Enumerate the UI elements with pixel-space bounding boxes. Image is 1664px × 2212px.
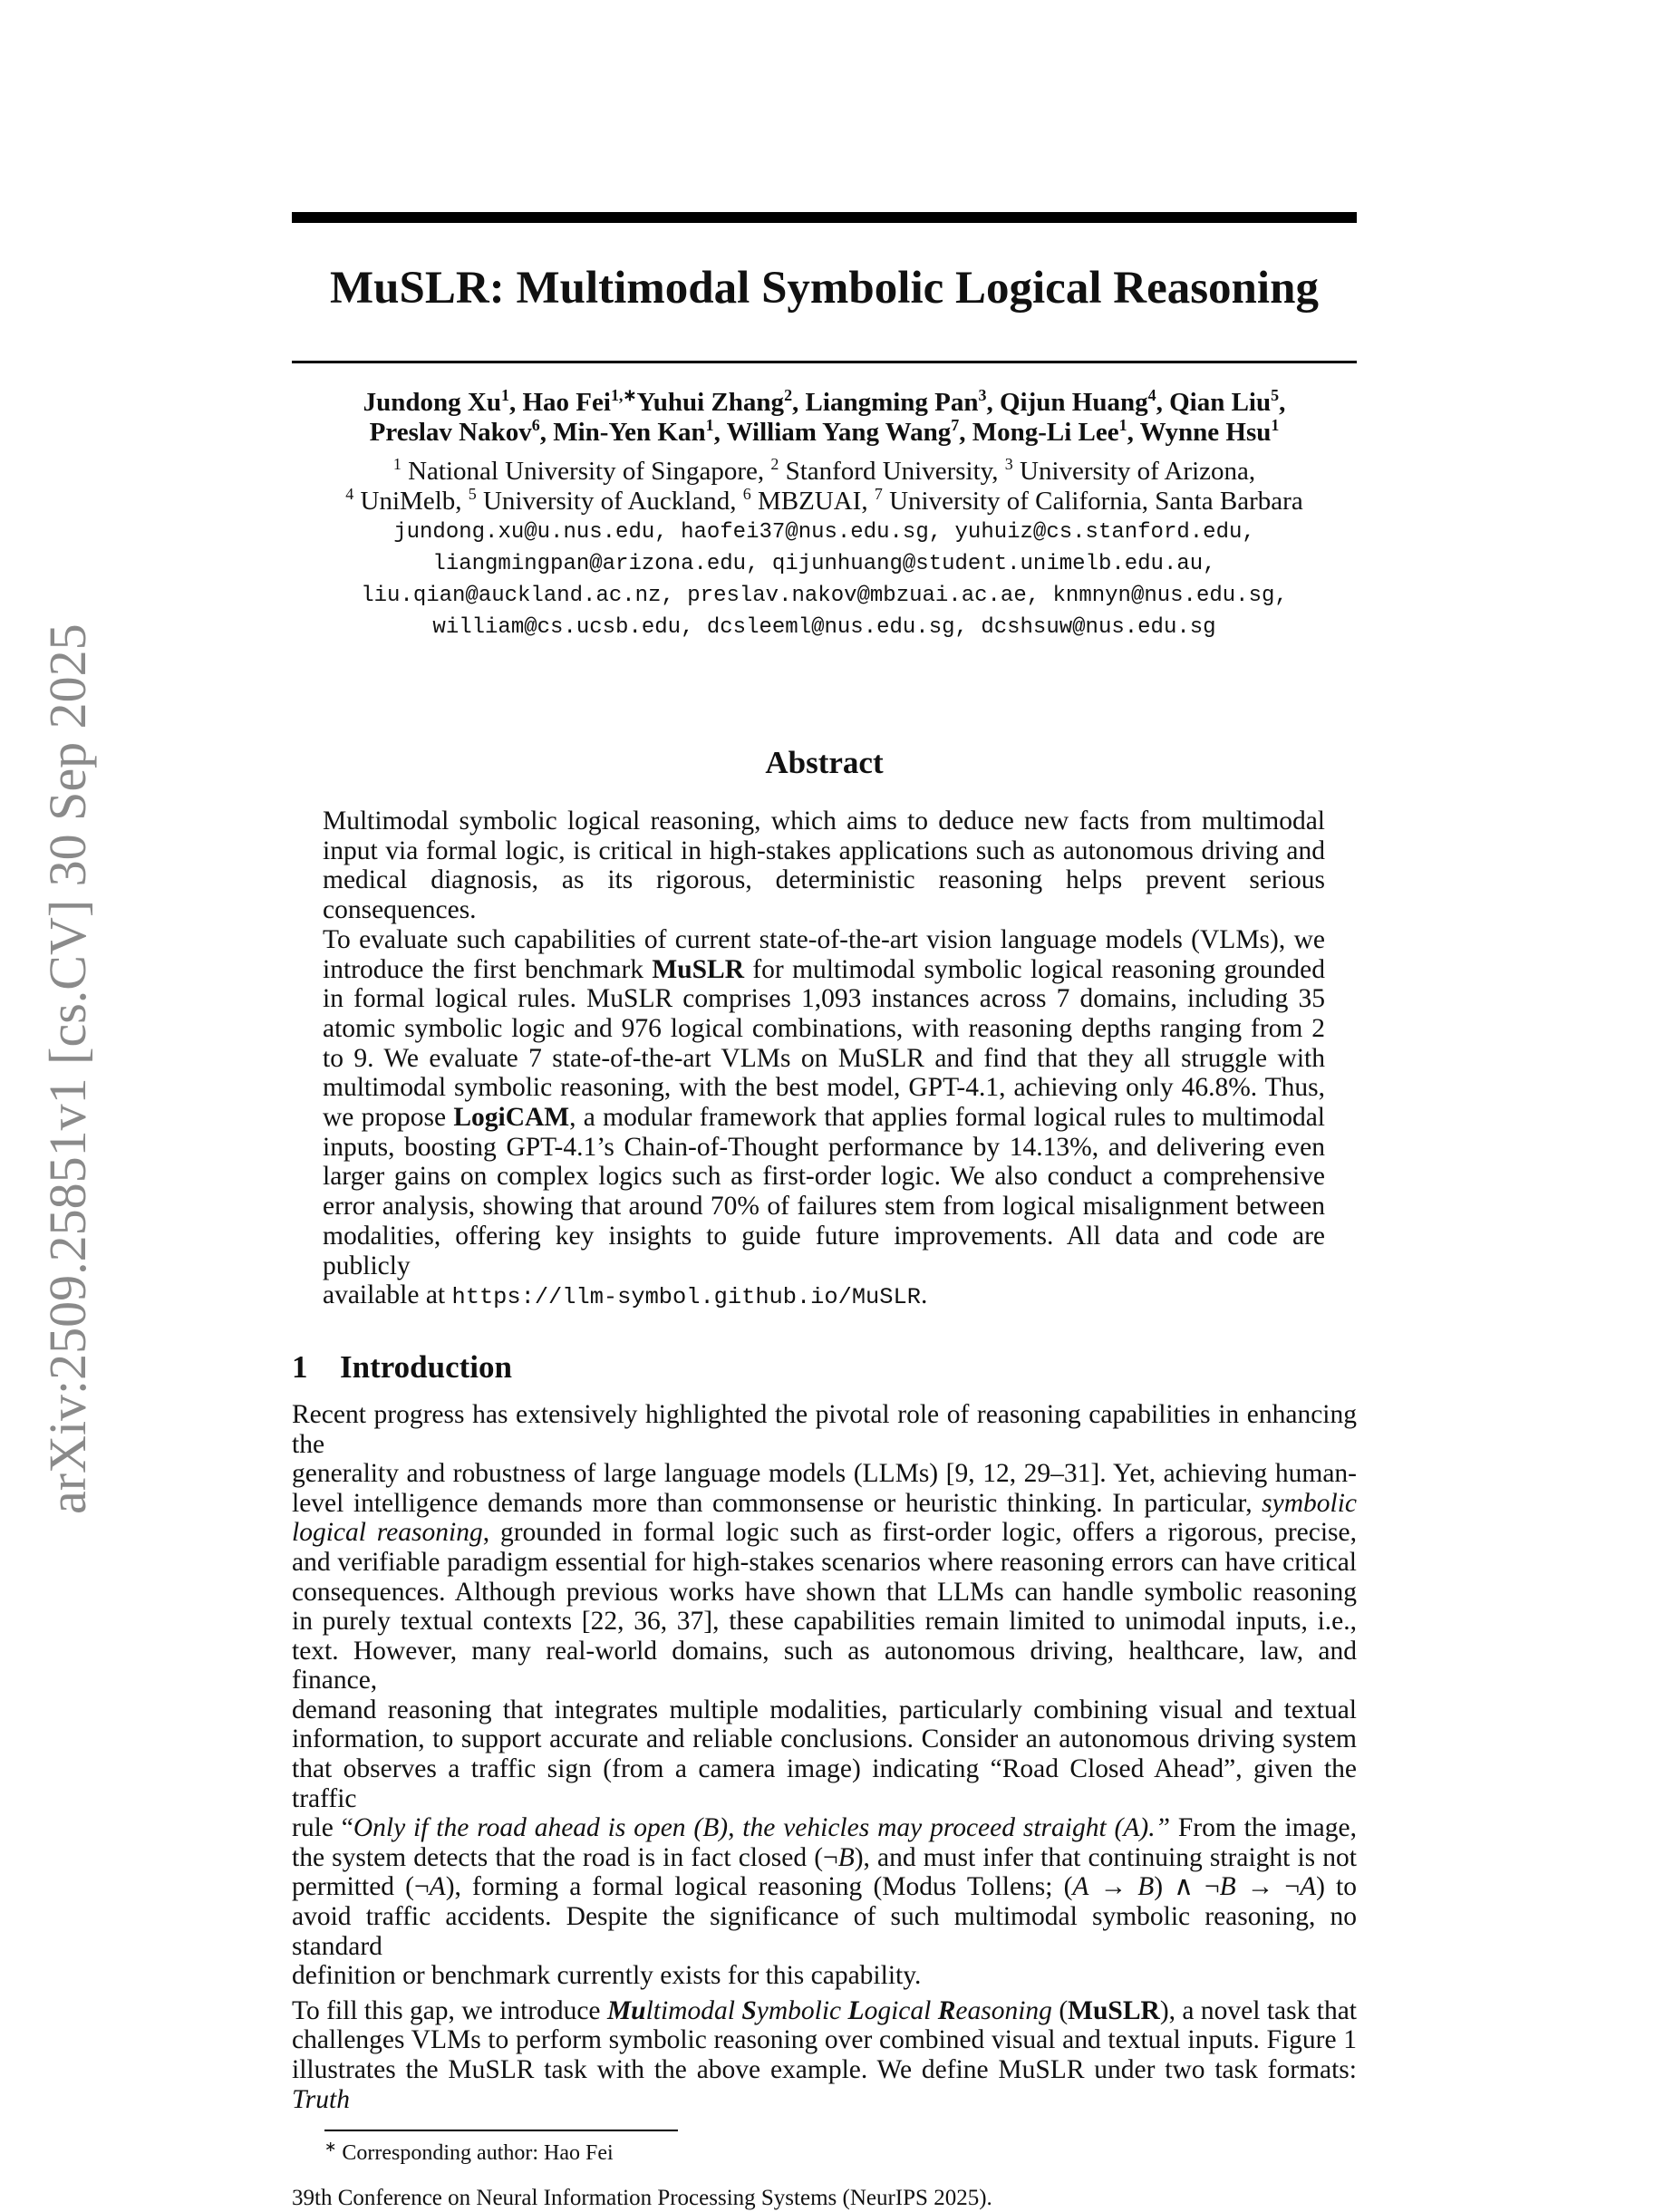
email-list (292, 517, 1357, 643)
text-line (323, 807, 1325, 836)
footnote (324, 2134, 1357, 2167)
superscript: 4 (345, 485, 354, 504)
text-segment: definition or benchmark currently exists for this capability. (292, 1961, 922, 1991)
text-segment: liu.qian@auckland.ac.nz, preslav.nakov@mbzuai.ac.ae, knmnyn@nus.edu.sg, (361, 584, 1288, 608)
text-line (292, 1548, 1357, 1578)
author-list (292, 388, 1357, 448)
text-line (323, 1073, 1325, 1103)
superscript: 4 (1147, 386, 1156, 405)
text-segment: To fill this gap, we introduce (292, 1995, 607, 2025)
text-line (323, 1133, 1325, 1163)
page-column (292, 212, 1357, 2212)
text-segment: introduce the first benchmark (323, 954, 653, 984)
footnote-text: Corresponding author: Hao Fei (336, 2140, 614, 2165)
text-segment: consequences. Although previous works have shown that LLMs can handle symbolic reasoning (292, 1577, 1357, 1607)
section-title: Introduction (340, 1348, 512, 1385)
text-segment: in formal logical rules. MuSLR comprises 1,093 instances across 7 domains, including 35 (323, 984, 1325, 1014)
text-segment: B (1137, 1872, 1155, 1902)
text-segment: atomic symbolic logic and 976 logical combinations, with reasoning depths ranging from 2 (323, 1013, 1325, 1043)
superscript: 1 (392, 455, 401, 474)
text-segment: University of Arizona, (1012, 457, 1256, 486)
text-segment: S (741, 1995, 757, 2025)
text-segment: inputs, boosting GPT-4.1’s Chain-of-Thought performance by 14.13%, and delivering even (323, 1132, 1325, 1162)
text-segment: modalities, offering key insights to guide future improvements. All data and code are publicly (323, 1221, 1325, 1280)
text-line (292, 1400, 1357, 1459)
superscript: 1 (1271, 416, 1280, 435)
text-line (292, 418, 1357, 448)
text-segment: text. However, many real-world domains, such as autonomous driving, healthcare, law, and finance, (292, 1636, 1357, 1695)
text-segment: ), and must infer that continuing straight is not (854, 1842, 1357, 1872)
text-segment: From the image, (1169, 1813, 1357, 1843)
text-segment: , William Yang Wang (713, 418, 952, 447)
superscript: 5 (1271, 386, 1280, 405)
text-segment: L (847, 1995, 865, 2025)
text-line (292, 1961, 1357, 1991)
text-segment: rule “ (292, 1813, 353, 1843)
superscript: 1,∗ (610, 386, 637, 405)
text-segment: Preslav Nakov (369, 418, 532, 447)
text-segment: Mu (606, 1995, 646, 2025)
text-line (323, 925, 1325, 955)
text-segment: ) to (1316, 1872, 1358, 1902)
title-top-rule (292, 212, 1357, 223)
text-segment: MuSLR (1068, 1995, 1160, 2025)
text-line (292, 1813, 1357, 1843)
text-segment: University of California, Santa Barbara (882, 487, 1303, 516)
text-segment: , Qijun Huang (986, 388, 1148, 417)
text-line (292, 612, 1357, 643)
text-segment: symbolic (1262, 1488, 1357, 1518)
text-segment: ogical (864, 1995, 938, 2025)
text-segment: in purely textual contexts [22, 36, 37], these capabilities remain limited to unimodal inputs, i.e., (292, 1607, 1357, 1637)
text-segment: ymbolic (756, 1995, 848, 2025)
text-segment: B (837, 1842, 855, 1872)
text-segment: Multimodal symbolic logical reasoning, which aims to deduce new facts from multimodal (323, 807, 1325, 836)
text-segment: medical diagnosis, as its rigorous, deterministic reasoning helps prevent serious consequences. (323, 865, 1325, 925)
text-segment: jundong.xu@u.nus.edu, haofei37@nus.edu.sg, yuhuiz@cs.stanford.edu, (393, 520, 1255, 545)
text-segment: william@cs.ucsb.edu, dcsleeml@nus.edu.sg, dcshsuw@nus.edu.sg (432, 615, 1216, 640)
superscript: 3 (978, 386, 987, 405)
footnote-mark: ∗ (324, 2139, 337, 2155)
text-line (323, 1103, 1325, 1133)
text-segment: multimodal symbolic reasoning, with the best model, GPT-4.1, achieving only 46.8%. Thus, (323, 1073, 1325, 1103)
text-segment: easoning (955, 1995, 1052, 2025)
text-line (323, 1192, 1325, 1222)
text-line (323, 836, 1325, 866)
text-line (292, 517, 1357, 548)
text-segment: generality and robustness of large language models (LLMs) [9, 12, 29–31]. Yet, achieving human- (292, 1459, 1357, 1489)
superscript: 2 (770, 455, 779, 474)
superscript: 6 (531, 416, 540, 435)
text-line (292, 1518, 1357, 1548)
text-segment: ltimodal (645, 1995, 742, 2025)
text-line (292, 457, 1357, 487)
text-line (292, 2055, 1357, 2114)
superscript: 7 (874, 485, 883, 504)
text-line (292, 1724, 1357, 1754)
text-segment: A (1072, 1872, 1089, 1902)
text-segment: MuSLR (652, 954, 745, 984)
text-line (323, 1280, 1325, 1313)
text-segment: available at (323, 1280, 452, 1310)
arxiv-identifier: arXiv:2509.25851v1 [cs.CV] 30 Sep 2025 (38, 623, 97, 1515)
text-segment: Jundong Xu (363, 388, 501, 417)
text-line (323, 1044, 1325, 1074)
intro-paragraph-2 (292, 1996, 1357, 2114)
text-line (292, 1459, 1357, 1489)
text-segment: University of Auckland, (476, 487, 743, 516)
text-segment: , Qian Liu (1156, 388, 1272, 417)
text-segment: level intelligence demands more than commonsense or heuristic thinking. In particular, (292, 1488, 1263, 1518)
section-number: 1 (292, 1348, 308, 1385)
text-line (323, 1014, 1325, 1044)
text-line (292, 1843, 1357, 1873)
text-line (292, 1996, 1357, 2026)
text-line (323, 1222, 1325, 1280)
superscript: 1 (705, 416, 714, 435)
text-segment: . (920, 1280, 928, 1310)
text-segment: and verifiable paradigm essential for high-stakes scenarios where reasoning errors can have critical (292, 1547, 1357, 1577)
text-line (323, 984, 1325, 1014)
text-segment: Truth (292, 2084, 350, 2114)
text-line (292, 1489, 1357, 1519)
footnote-rule (324, 2130, 678, 2131)
text-segment: logical reasoning (292, 1518, 483, 1548)
text-line (292, 1637, 1357, 1695)
text-segment: illustrates the MuSLR task with the above example. We define MuSLR under two task formats: (292, 2055, 1357, 2085)
abstract-heading: Abstract (765, 745, 884, 780)
text-line (292, 548, 1357, 580)
text-segment: To evaluate such capabilities of current state-of-the-art vision language models (VLMs), we (323, 924, 1325, 954)
text-segment: Yuhui Zhang (636, 388, 785, 417)
text-line (292, 1872, 1357, 1902)
superscript: 1 (1118, 416, 1127, 435)
text-segment: avoid traffic accidents. Despite the significance of such multimodal symbolic reasoning, no standard (292, 1902, 1357, 1961)
text-segment: the system detects that the road is in fact closed (¬ (292, 1842, 838, 1872)
text-segment: Only if the road ahead is open (B), the vehicles may proceed straight (A).” (353, 1813, 1170, 1843)
text-segment: , Mong-Li Lee (959, 418, 1119, 447)
text-line (292, 1754, 1357, 1813)
conference-note: 39th Conference on Neural Information Processing Systems (NeurIPS 2025). (292, 2185, 992, 2210)
url-link[interactable]: https://llm-symbol.github.io/MuSLR (451, 1284, 921, 1311)
superscript: 5 (468, 485, 477, 504)
text-segment: , (1279, 388, 1286, 417)
intro-paragraph-1 (292, 1400, 1357, 1991)
text-segment: , a modular framework that applies formal logical rules to multimodal (569, 1103, 1325, 1133)
text-line (292, 1607, 1357, 1637)
text-line (323, 865, 1325, 924)
text-line (292, 2025, 1357, 2055)
text-line (292, 1578, 1357, 1608)
text-line (292, 1902, 1357, 1961)
text-line (292, 487, 1357, 517)
text-segment: input via formal logic, is critical in high-stakes applications such as autonomous driving and (323, 836, 1325, 865)
text-segment: , Wynne Hsu (1127, 418, 1272, 447)
abstract-body (323, 807, 1325, 1313)
text-segment: → (1088, 1872, 1138, 1902)
text-line (323, 1162, 1325, 1192)
text-segment: LogiCAM (453, 1103, 570, 1133)
text-segment: , Min-Yen Kan (539, 418, 706, 447)
superscript: 3 (1004, 455, 1013, 474)
text-segment: ( (1051, 1995, 1069, 2025)
text-segment: R (937, 1995, 956, 2025)
text-segment: , grounded in formal logic such as first-order logic, offers a rigorous, precise, (482, 1518, 1357, 1548)
text-segment: Recent progress has extensively highlighted the pivotal role of reasoning capabilities in enhancing the (292, 1399, 1357, 1459)
text-segment: larger gains on complex logics such as first-order logic. We also conduct a comprehensive (323, 1162, 1325, 1192)
text-segment: A (429, 1872, 446, 1902)
text-segment: ), forming a formal logical reasoning (Modus Tollens; ( (445, 1872, 1073, 1902)
affiliations (292, 457, 1357, 517)
text-segment: B (1219, 1872, 1236, 1902)
text-segment: challenges VLMs to perform symbolic reasoning over combined visual and textual inputs. Figure 1 (292, 2025, 1357, 2055)
text-segment: → ¬ (1235, 1872, 1301, 1902)
text-segment: liangmingpan@arizona.edu, qijunhuang@student.unimelb.edu.au, (432, 552, 1216, 576)
text-segment: MBZUAI, (750, 487, 875, 516)
text-segment: we propose (323, 1103, 454, 1133)
title-bottom-rule (292, 361, 1357, 363)
text-segment: that observes a traffic sign (from a camera image) indicating “Road Closed Ahead”, given the traffic (292, 1754, 1357, 1813)
superscript: 1 (501, 386, 509, 405)
text-line (323, 955, 1325, 985)
text-line (292, 580, 1357, 612)
section-heading-introduction (292, 1349, 1357, 1386)
superscript: 7 (951, 416, 960, 435)
text-segment: error analysis, showing that around 70% of failures stem from logical misalignment between (323, 1192, 1325, 1222)
text-segment: information, to support accurate and reliable conclusions. Consider an autonomous driving system (292, 1724, 1357, 1754)
text-segment: demand reasoning that integrates multiple modalities, particularly combining visual and textual (292, 1695, 1357, 1724)
text-segment: , Liangming Pan (792, 388, 979, 417)
superscript: 6 (742, 485, 751, 504)
text-segment: UniMelb, (353, 487, 469, 516)
superscript: 2 (784, 386, 793, 405)
text-line (292, 1695, 1357, 1725)
paper-title: MuSLR: Multimodal Symbolic Logical Reasoning (330, 263, 1319, 314)
text-segment: ) ∧ ¬ (1154, 1872, 1220, 1902)
text-line (292, 388, 1357, 418)
text-segment: A (1300, 1872, 1317, 1902)
text-segment: permitted (¬ (292, 1872, 430, 1902)
text-segment: ), a novel task that (1159, 1995, 1358, 2025)
text-segment: for multimodal symbolic logical reasoning grounded (744, 954, 1325, 984)
text-segment: National University of Singapore, (401, 457, 771, 486)
text-segment: to 9. We evaluate 7 state-of-the-art VLMs on MuSLR and find that they all struggle with (323, 1043, 1325, 1073)
text-segment: , Hao Fei (508, 388, 611, 417)
text-segment: Stanford University, (779, 457, 1005, 486)
